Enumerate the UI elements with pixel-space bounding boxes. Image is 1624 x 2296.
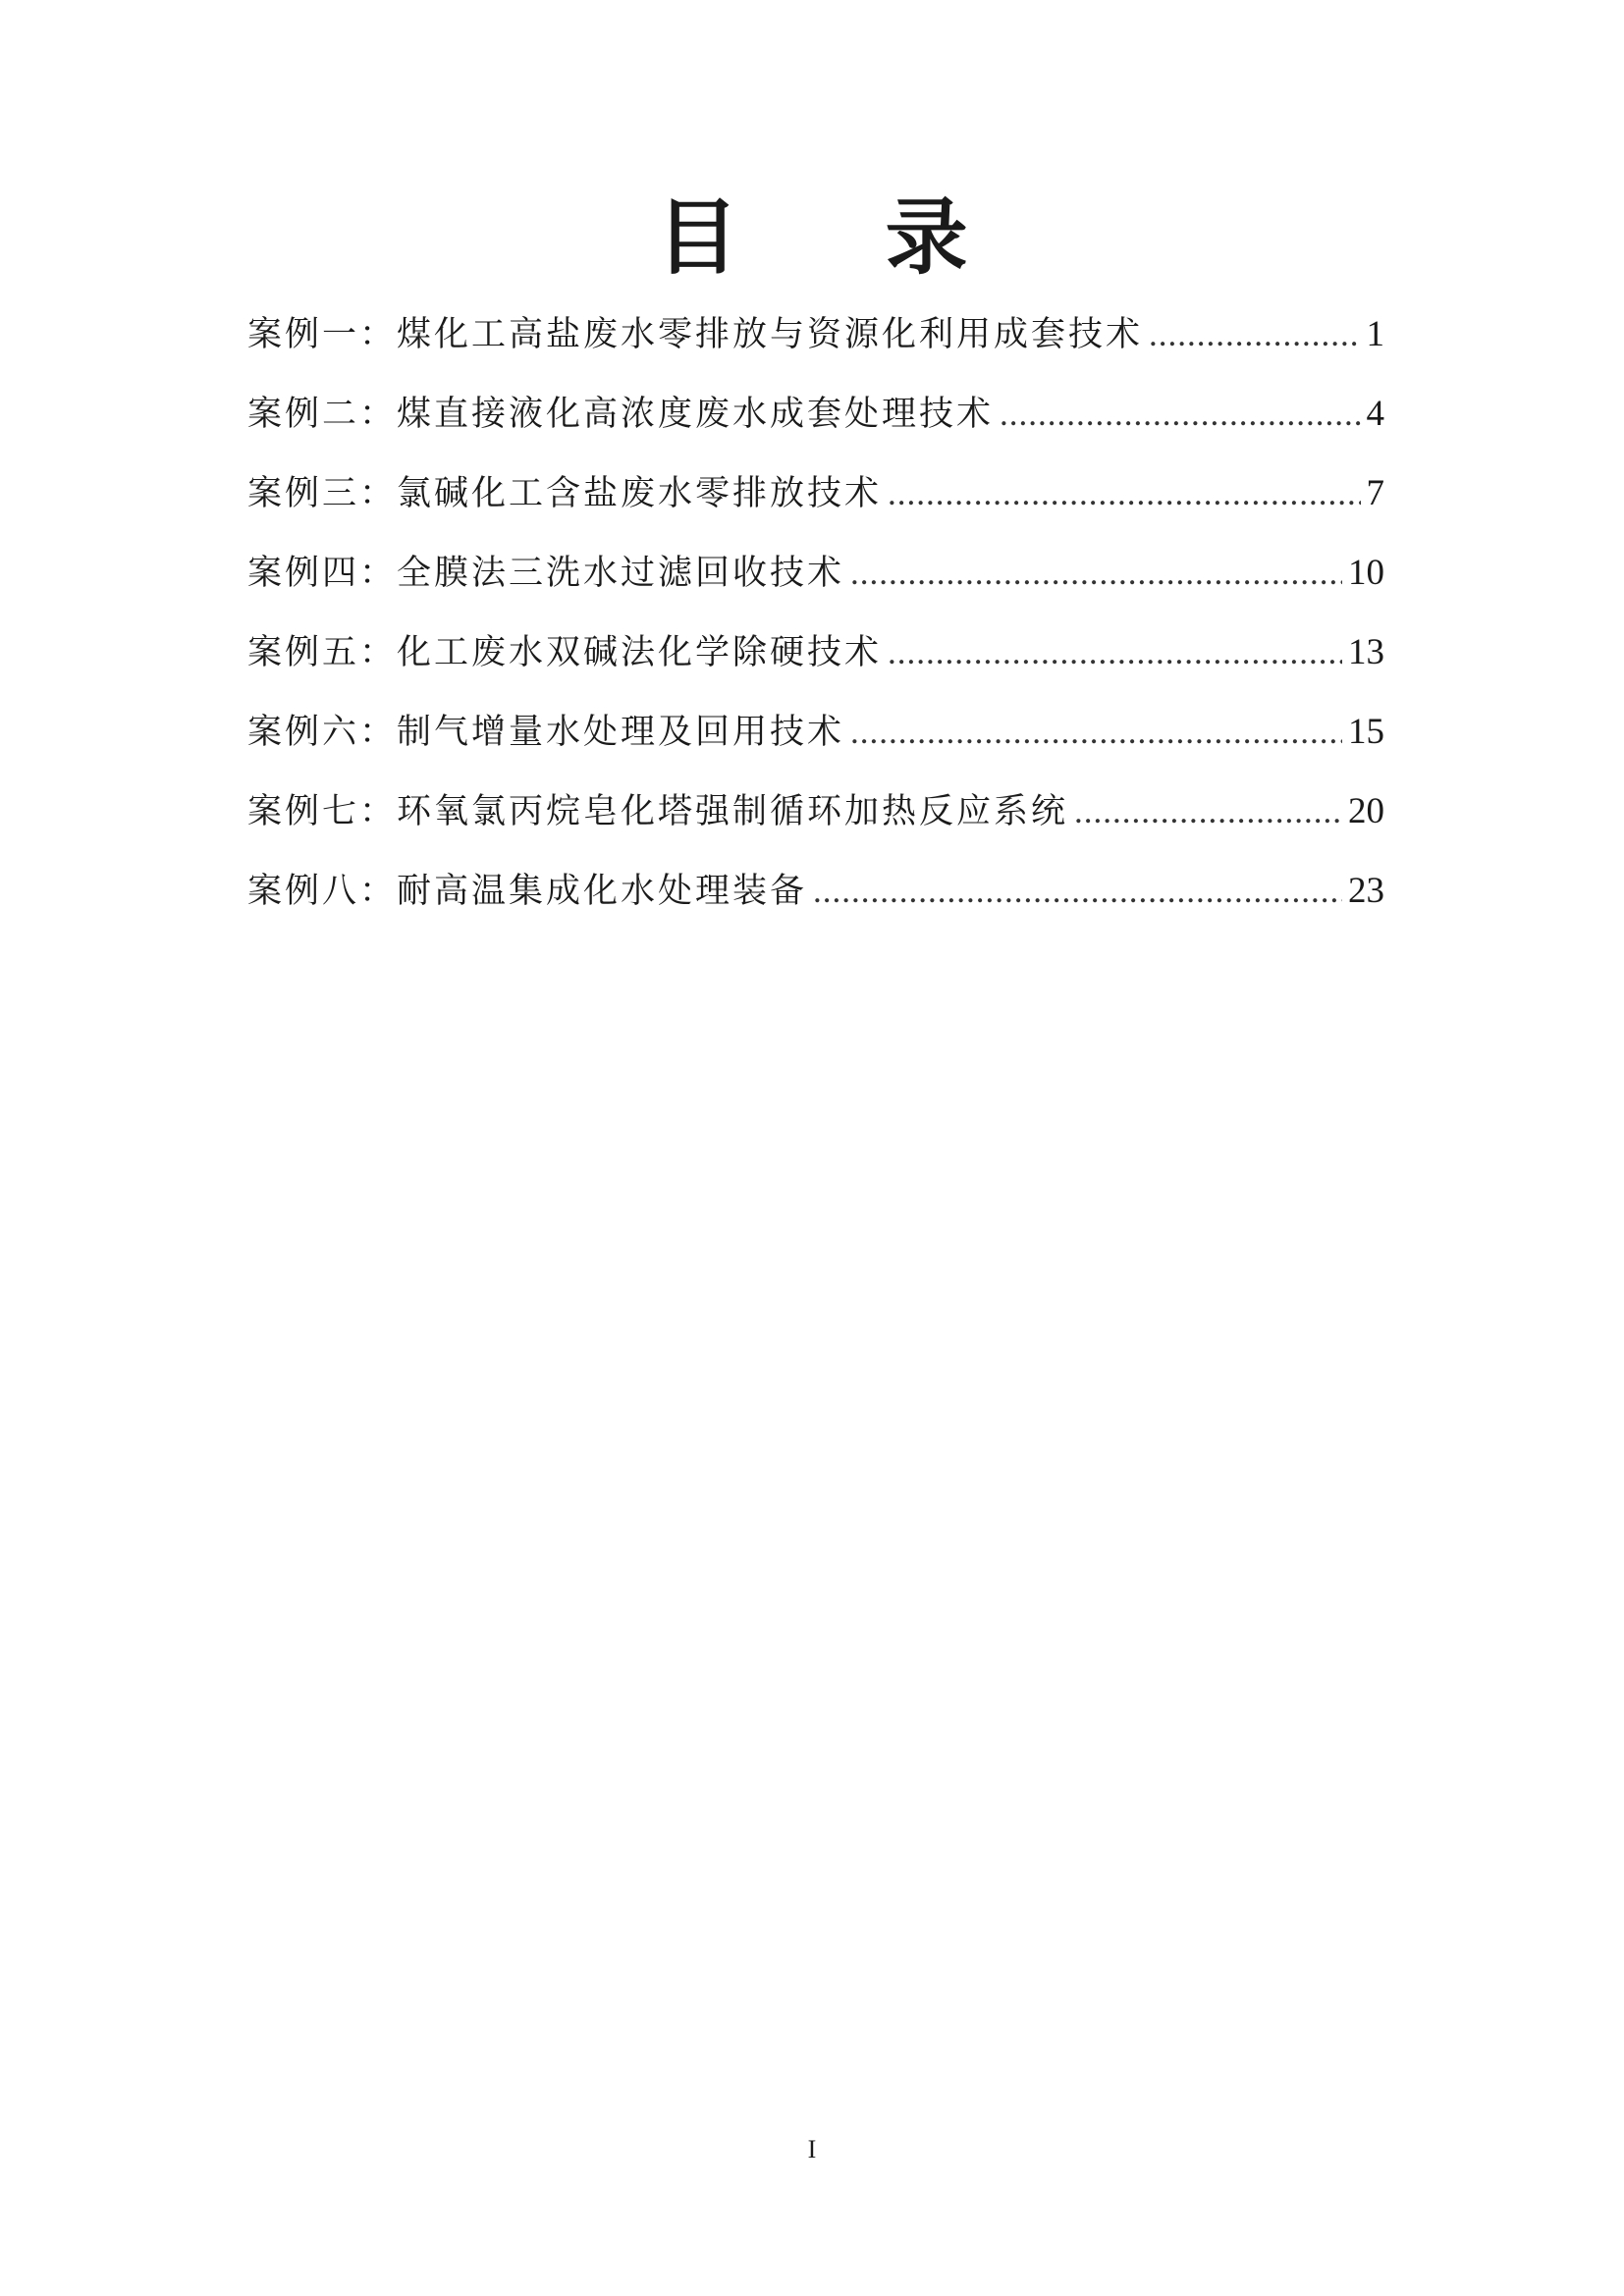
toc-dot-leader: [1074, 772, 1342, 851]
toc-entry-title: 案例五：化工废水双碱法化学除硬技术: [247, 633, 883, 672]
toc-entry-7[interactable]: [247, 772, 1384, 851]
page-title: 目 录: [656, 188, 1027, 286]
toc-entry-title: 案例六：制气增量水处理及回用技术: [247, 713, 845, 752]
toc-entry-2[interactable]: [247, 374, 1384, 454]
toc-dot-leader: [813, 851, 1342, 931]
toc-entry-5[interactable]: [247, 613, 1384, 692]
page-number: I: [807, 2135, 817, 2163]
toc-entry-page: 1: [1366, 314, 1384, 354]
toc-entry-8[interactable]: [247, 851, 1384, 931]
toc-entry-title: 案例七：环氧氯丙烷皂化塔强制循环加热反应系统: [247, 792, 1069, 831]
toc-dot-leader: [888, 454, 1360, 533]
toc-entry-title: 案例二：煤直接液化高浓度废水成套处理技术: [247, 395, 995, 434]
toc-dot-leader: [1000, 374, 1360, 454]
toc-entry-page: 15: [1348, 712, 1384, 752]
toc-dot-leader: [850, 692, 1342, 772]
toc-entry-title: 案例三：氯碱化工含盐废水零排放技术: [247, 474, 883, 513]
toc-entry-4[interactable]: [247, 533, 1384, 613]
toc-dot-leader: [888, 613, 1342, 692]
toc-dot-leader: [850, 533, 1342, 613]
toc-dot-leader: [1149, 294, 1360, 374]
toc-entry-page: 23: [1348, 871, 1384, 911]
toc-entry-title: 案例一：煤化工高盐废水零排放与资源化利用成套技术: [247, 315, 1144, 354]
toc-entry-page: 10: [1348, 553, 1384, 593]
toc-entry-page: 7: [1366, 473, 1384, 513]
toc-entry-title: 案例八：耐高温集成化水处理装备: [247, 872, 808, 911]
toc-entry-page: 13: [1348, 632, 1384, 672]
toc-entry-3[interactable]: [247, 454, 1384, 533]
toc-entry-page: 20: [1348, 791, 1384, 831]
table-of-contents: [247, 294, 1384, 931]
toc-entry-page: 4: [1366, 394, 1384, 434]
toc-entry-title: 案例四：全膜法三洗水过滤回收技术: [247, 554, 845, 593]
toc-entry-1[interactable]: [247, 294, 1384, 374]
toc-entry-6[interactable]: [247, 692, 1384, 772]
